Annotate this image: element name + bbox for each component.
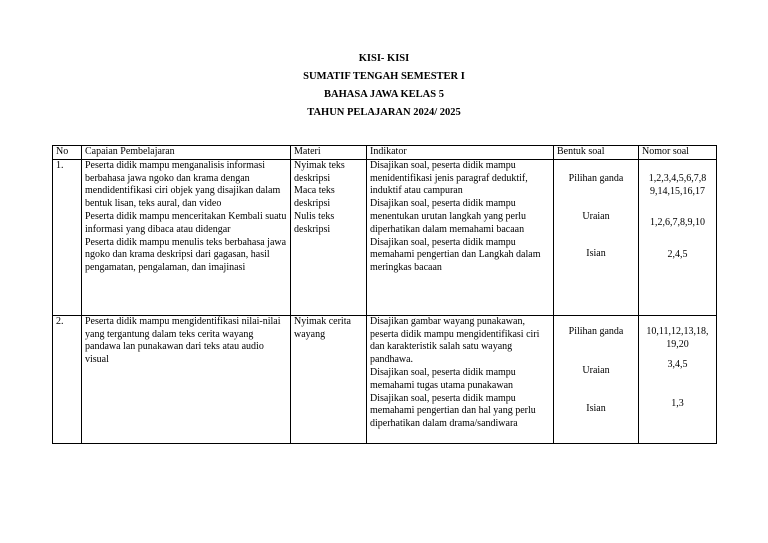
kisi-table bbox=[52, 145, 717, 444]
title-line-2: SUMATIF TENGAH SEMESTER I bbox=[303, 71, 465, 82]
header-row bbox=[53, 146, 717, 160]
title-line-4: TAHUN PELAJARAN 2024/ 2025 bbox=[307, 107, 461, 118]
title-line-3: BAHASA JAWA KELAS 5 bbox=[324, 89, 444, 100]
row-number: 1. bbox=[53, 159, 82, 315]
nomor-text: 10,11,12,13,18, 19,20 bbox=[646, 325, 709, 350]
bentuk-text: Uraian bbox=[582, 364, 610, 376]
capaian-text: Peserta didik mampu menceritakan Kembali suatu informasi yang dibaca atau didengar bbox=[85, 210, 287, 235]
indikator-text: Disajikan gambar wayang punakawan, peserta didik mampu mengidentifikasi ciri dan karakteristik salah satu wayang pandhawa. bbox=[370, 315, 540, 366]
materi-text: Maca teks deskripsi bbox=[294, 185, 335, 210]
table-row bbox=[53, 315, 717, 443]
bentuk-text: Isian bbox=[586, 403, 606, 415]
nomor-text: 1,2,6,7,8,9,10 bbox=[650, 217, 705, 229]
bentuk-text: Pilihan ganda bbox=[568, 325, 624, 337]
materi-cell bbox=[291, 159, 367, 315]
title-line-1: KISI- KISI bbox=[358, 53, 410, 64]
indikator-cell bbox=[367, 159, 554, 315]
nomor-text: 3,4,5 bbox=[667, 359, 688, 371]
header-indikator: Indikator bbox=[367, 146, 554, 160]
nomor-cell bbox=[639, 315, 717, 443]
bentuk-text: Isian bbox=[586, 248, 606, 260]
indikator-text: Disajikan soal, peserta didik mampu memahami pengertian dan hal yang perlu diperhatikan dalam drama/sandiwara bbox=[370, 392, 536, 430]
bentuk-text: Pilihan ganda bbox=[568, 172, 624, 184]
materi-text: Nyimak teks deskripsi bbox=[294, 159, 345, 184]
header-nomor: Nomor soal bbox=[639, 146, 717, 160]
indikator-text: Disajikan soal, peserta didik mampu memahami pengertian dan Langkah dalam meringkas bacaan bbox=[370, 236, 541, 274]
nomor-text: 1,2,3,4,5,6,7,8 9,14,15,16,17 bbox=[648, 172, 707, 197]
header-no: No bbox=[53, 146, 82, 160]
capaian-cell bbox=[82, 159, 291, 315]
document-header bbox=[0, 50, 768, 122]
capaian-text: Peserta didik mampu menulis teks berbahasa jawa ngoko dan krama deskripsi dari gagasan, hasil pengamatan, pengalaman, dan imajinasi bbox=[85, 236, 287, 274]
bentuk-text: Uraian bbox=[582, 210, 610, 222]
materi-cell: Nyimak cerita wayang bbox=[291, 315, 367, 443]
nomor-text: 2,4,5 bbox=[667, 249, 688, 261]
row-number: 2. bbox=[53, 315, 82, 443]
bentuk-cell bbox=[554, 315, 639, 443]
capaian-text: Peserta didik mampu menganalisis informasi berbahasa jawa ngoko dan krama dengan mendidentifikasi ciri objek yang disajikan dalam bentuk lisan, teks aural, dan video bbox=[85, 159, 281, 210]
indikator-cell bbox=[367, 315, 554, 443]
header-capaian: Capaian Pembelajaran bbox=[82, 146, 291, 160]
capaian-cell: Peserta didik mampu mengidentifikasi nilai-nilai yang tergantung dalam teks cerita wayang pandawa lan punakawan dari teks atau audio visual bbox=[82, 315, 291, 443]
indikator-text: Disajikan soal, peserta didik mampu menidentifikasi jenis paragraf deduktif, induktif atau campuran bbox=[370, 159, 528, 197]
bentuk-cell bbox=[554, 159, 639, 315]
nomor-text: 1,3 bbox=[671, 398, 684, 410]
indikator-text: Disajikan soal, peserta didik mampu menentukan urutan langkah yang perlu diperhatikan dalam memahami bacaan bbox=[370, 198, 527, 235]
table-row bbox=[53, 159, 717, 315]
indikator-text: Disajikan soal, peserta didik mampu memahami tugas utama punakawan bbox=[370, 366, 516, 391]
header-bentuk: Bentuk soal bbox=[554, 146, 639, 160]
header-materi: Materi bbox=[291, 146, 367, 160]
materi-text: Nulis teks deskripsi bbox=[294, 210, 335, 235]
nomor-cell bbox=[639, 159, 717, 315]
